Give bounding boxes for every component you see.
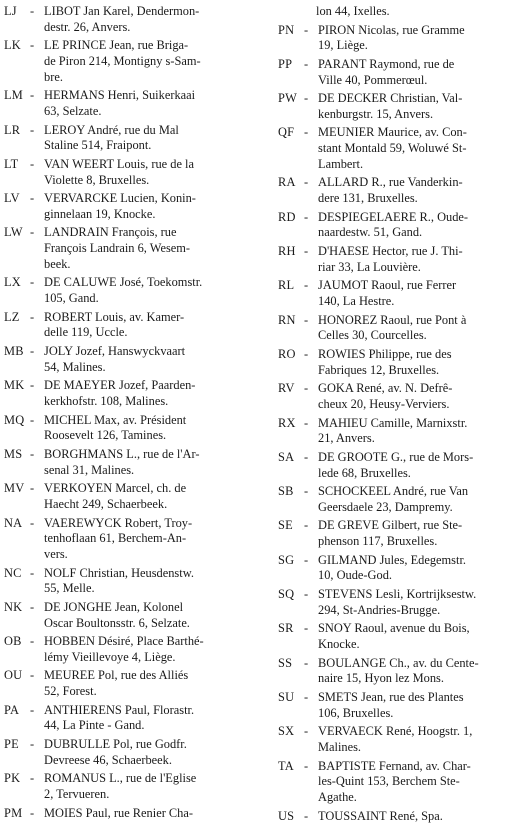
entry-separator: -	[30, 599, 35, 614]
entry-text: SNOY Raoul, avenue du Bois, Knocke.	[318, 621, 470, 652]
entry-text: DUBRULLE Pol, rue Godfr. Devreese 46, Schaerbeek.	[44, 737, 187, 767]
directory-entry	[278, 450, 514, 481]
directory-entry	[4, 634, 258, 665]
directory-entry	[4, 157, 258, 188]
directory-entry	[4, 88, 258, 119]
entry-text: PIRON Nicolas, rue Gramme 19, Liège.	[318, 22, 465, 53]
directory-entry	[4, 123, 258, 154]
entry-code: MK	[4, 378, 25, 393]
entry-code: SX	[278, 724, 295, 739]
entry-separator: -	[30, 412, 35, 427]
directory-entry	[278, 278, 514, 309]
entry-separator: -	[30, 668, 35, 683]
entry-separator: -	[304, 655, 309, 670]
directory-entry	[4, 481, 258, 512]
entry-text: SCHOCKEEL André, rue Van Geersdaele 23, Dampremy.	[318, 484, 469, 514]
entry-text: DE CALUWE José, Toekomstr. 105, Gand.	[44, 275, 203, 306]
entry-code: MB	[4, 344, 24, 359]
entry-text: VERVARCKE Lucien, Konin- ginnelaan 19, Knocke.	[44, 191, 196, 221]
entry-text: SMETS Jean, rue des Plantes 106, Bruxelles.	[318, 689, 464, 720]
entry-separator: -	[30, 515, 35, 530]
entry-separator: -	[30, 481, 35, 496]
directory-entry	[4, 806, 258, 822]
entry-text: BAPTISTE Fernand, av. Char- les-Quint 153, Berchem Ste- Agathe.	[318, 758, 471, 804]
entry-code: LV	[4, 191, 20, 206]
directory-entry	[278, 210, 514, 241]
entry-separator: -	[30, 737, 35, 752]
entry-code: MQ	[4, 412, 25, 427]
entry-separator: -	[304, 381, 309, 396]
entry-separator: -	[30, 565, 35, 580]
entry-code: SG	[278, 552, 295, 567]
entry-separator: -	[30, 191, 35, 206]
directory-entry	[278, 381, 514, 412]
entry-text: STEVENS Lesli, Kortrijksestw. 294, St-Andries-Brugge.	[318, 587, 477, 617]
directory-entry	[278, 57, 514, 88]
directory-entry	[278, 416, 514, 447]
entry-separator: -	[304, 518, 309, 533]
entry-text: TOUSSAINT René, Spa.	[318, 808, 443, 823]
entry-separator: -	[30, 771, 35, 786]
entry-separator: -	[304, 552, 309, 567]
entry-separator: -	[30, 88, 35, 103]
entry-code: US	[278, 808, 295, 823]
entry-code: SE	[278, 518, 293, 533]
directory-entry	[278, 125, 514, 172]
entry-text: MEUREE Pol, rue des Alliés 52, Forest.	[44, 668, 189, 699]
entry-code: PN	[278, 22, 295, 37]
entry-code: RO	[278, 346, 296, 361]
entry-text: PARANT Raymond, rue de Ville 40, Pommerœul.	[318, 56, 455, 87]
entry-code: RA	[278, 175, 296, 190]
directory-entry	[4, 447, 258, 478]
directory-entry	[278, 484, 514, 515]
directory-entry	[278, 759, 514, 806]
directory-entry	[4, 703, 258, 734]
entry-text: BORGHMANS L., rue de l'Ar- senal 31, Malines.	[44, 446, 200, 477]
entry-text: DE GROOTE G., rue de Mors- lede 68, Bruxelles.	[318, 449, 474, 480]
entry-code: PK	[4, 771, 21, 786]
entry-text: VERVAECK René, Hoogstr. 1, Malines.	[318, 724, 473, 754]
entry-separator: -	[304, 689, 309, 704]
directory-entry	[4, 310, 258, 341]
directory-entry	[278, 518, 514, 549]
entry-code: NK	[4, 599, 23, 614]
entry-separator: -	[30, 38, 35, 53]
directory-entry	[4, 737, 258, 768]
entry-text: HOBBEN Désiré, Place Barthé- lémy Vieillevoye 4, Liège.	[44, 634, 204, 664]
entry-separator: -	[304, 758, 309, 773]
entry-separator: -	[304, 91, 309, 106]
entry-text: JOLY Jozef, Hanswyckvaart 54, Malines.	[44, 344, 186, 374]
entry-text: DE DECKER Christian, Val- kenburgstr. 15, Anvers.	[318, 91, 463, 121]
entry-separator: -	[30, 309, 35, 324]
directory-entry	[4, 275, 258, 306]
left-column	[4, 4, 258, 824]
entry-code: RN	[278, 312, 296, 327]
directory-entry	[4, 668, 258, 699]
entry-text: MAHIEU Camille, Marnixstr. 21, Anvers.	[318, 415, 468, 446]
directory-entry	[278, 724, 514, 755]
entry-code: SB	[278, 484, 294, 499]
entry-code: PA	[4, 702, 20, 717]
directory-entry	[4, 191, 258, 222]
entry-code: OB	[4, 634, 22, 649]
entry-code: SQ	[278, 587, 295, 602]
entry-text: LIBOT Jan Karel, Dendermon- destr. 26, Anvers.	[44, 4, 200, 34]
entry-separator: -	[30, 122, 35, 137]
entry-separator: -	[30, 344, 35, 359]
entry-code: MS	[4, 446, 23, 461]
directory-entry	[278, 690, 514, 721]
entry-code: RL	[278, 278, 295, 293]
entry-text: D'HAESE Hector, rue J. Thi- riar 33, La Louvière.	[318, 244, 463, 274]
entry-text: ANTHIERENS Paul, Florastr. 44, La Pinte - Gand.	[44, 702, 195, 733]
entry-text: HONOREZ Raoul, rue Pont à Celles 30, Courcelles.	[318, 312, 467, 343]
entry-code: LW	[4, 225, 23, 240]
directory-entry	[278, 809, 514, 825]
entry-text: JAUMOT Raoul, rue Ferrer 140, La Hestre.	[318, 278, 457, 309]
entry-separator: -	[304, 244, 309, 259]
entry-separator: -	[30, 378, 35, 393]
entry-code: SU	[278, 689, 295, 704]
entry-text: ROWIES Philippe, rue des Fabriques 12, Bruxelles.	[318, 346, 452, 377]
entry-separator: -	[304, 415, 309, 430]
entry-code: MV	[4, 481, 25, 496]
entry-code: PW	[278, 91, 297, 106]
entry-code: TA	[278, 758, 294, 773]
entry-text: LEROY André, rue du Mal Staline 514, Fraipont.	[44, 122, 179, 153]
entry-code: LJ	[4, 4, 17, 18]
entry-separator: -	[304, 175, 309, 190]
entry-code: LR	[4, 122, 21, 137]
entry-separator: -	[30, 275, 35, 290]
entry-code: SR	[278, 621, 294, 636]
directory-entry	[278, 175, 514, 206]
entry-text: MOIES Paul, rue Renier Cha-	[44, 805, 194, 820]
entry-separator: -	[304, 22, 309, 37]
entry-code: LT	[4, 156, 19, 171]
entry-separator: -	[304, 56, 309, 71]
entry-separator: -	[304, 724, 309, 739]
entry-text: GOKA René, av. N. Defrê- cheux 20, Heusy-Verviers.	[318, 381, 453, 411]
entry-text: ROMANUS L., rue de l'Eglise 2, Tervueren.	[44, 771, 197, 802]
directory-entry	[4, 413, 258, 444]
entry-separator: -	[304, 587, 309, 602]
entry-separator: -	[304, 278, 309, 293]
continuation-text: lon 44, Ixelles.	[316, 4, 390, 18]
directory-entry	[4, 4, 258, 35]
directory-entry	[278, 91, 514, 122]
entry-text: ROBERT Louis, av. Kamer- delle 119, Uccle.	[44, 309, 185, 340]
entry-code: LZ	[4, 309, 20, 324]
entry-text: VAN WEERT Louis, rue de la Violette 8, Bruxelles.	[44, 156, 194, 187]
entry-text: LE PRINCE Jean, rue Briga- de Piron 214, Montigny s-Sam- bre.	[44, 38, 201, 84]
entry-code: RH	[278, 244, 296, 259]
entry-separator: -	[304, 808, 309, 823]
entry-separator: -	[304, 346, 309, 361]
entry-separator: -	[304, 484, 309, 499]
entry-code: RD	[278, 209, 296, 224]
directory-entry	[278, 244, 514, 275]
entry-code: NC	[4, 565, 22, 580]
directory-entry	[278, 621, 514, 652]
entry-code: PE	[4, 737, 19, 752]
entry-separator: -	[30, 702, 35, 717]
directory-entry	[278, 313, 514, 344]
entry-text: HERMANS Henri, Suikerkaai 63, Selzate.	[44, 88, 196, 118]
entry-code: PP	[278, 56, 293, 71]
entry-code: RX	[278, 415, 296, 430]
entry-code: SS	[278, 655, 293, 670]
entry-code: LX	[4, 275, 21, 290]
entry-text: DE MAEYER Jozef, Paarden- kerkhofstr. 108, Malines.	[44, 378, 196, 409]
entry-separator: -	[304, 621, 309, 636]
directory-entry	[4, 225, 258, 272]
entry-separator: -	[30, 156, 35, 171]
directory-entry	[278, 553, 514, 584]
directory-entry	[4, 771, 258, 802]
entry-text: VAEREWYCK Robert, Troy- tenhoflaan 61, Berchem-An- vers.	[44, 515, 193, 561]
entry-text: GILMAND Jules, Edegemstr. 10, Oude-God.	[318, 552, 466, 583]
entry-separator: -	[30, 805, 35, 820]
entry-text: NOLF Christian, Heusdenstw. 55, Melle.	[44, 565, 194, 596]
directory-entry	[278, 656, 514, 687]
entry-separator: -	[304, 312, 309, 327]
directory-entry	[278, 347, 514, 378]
right-column	[278, 4, 514, 827]
entry-code: QF	[278, 125, 295, 140]
directory-entry	[4, 344, 258, 375]
directory-entry	[4, 566, 258, 597]
entry-separator: -	[30, 446, 35, 461]
entry-separator: -	[30, 4, 35, 18]
entry-text: DE GREVE Gilbert, rue Ste- phenson 117, Bruxelles.	[318, 518, 463, 549]
directory-entry	[278, 587, 514, 618]
entry-separator: -	[304, 125, 309, 140]
entry-code: LK	[4, 38, 21, 53]
entry-text: DE JONGHE Jean, Kolonel Oscar Boultonsstr. 6, Selzate.	[44, 599, 190, 630]
entry-code: LM	[4, 88, 23, 103]
entry-text: MICHEL Max, av. Président Roosevelt 126, Tamines.	[44, 412, 187, 443]
directory-entry	[4, 600, 258, 631]
entry-text: VERKOYEN Marcel, ch. de Haecht 249, Schaerbeek.	[44, 481, 187, 511]
entry-code: NA	[4, 515, 23, 530]
entry-separator: -	[304, 209, 309, 224]
entry-code: RV	[278, 381, 295, 396]
directory-entry	[278, 23, 514, 54]
directory-entry	[4, 38, 258, 85]
directory-entry	[4, 516, 258, 563]
entry-separator: -	[30, 225, 35, 240]
directory-entry	[4, 378, 258, 409]
entry-separator: -	[30, 634, 35, 649]
entry-text: BOULANGE Ch., av. du Cente- naire 15, Hyon lez Mons.	[318, 655, 479, 686]
entry-separator: -	[304, 449, 309, 464]
entry-text: ALLARD R., rue Vanderkin- dere 131, Bruxelles.	[318, 175, 463, 206]
entry-text: LANDRAIN François, rue François Landrain 6, Wesem- beek.	[44, 225, 191, 271]
entry-text: DESPIEGELAERE R., Oude- naardestw. 51, Gand.	[318, 209, 469, 240]
entry-text: MEUNIER Maurice, av. Con- stant Montald 59, Woluwé St- Lambert.	[318, 125, 467, 171]
entry-code: PM	[4, 805, 23, 820]
entry-code: SA	[278, 449, 295, 464]
entry-code: OU	[4, 668, 23, 683]
